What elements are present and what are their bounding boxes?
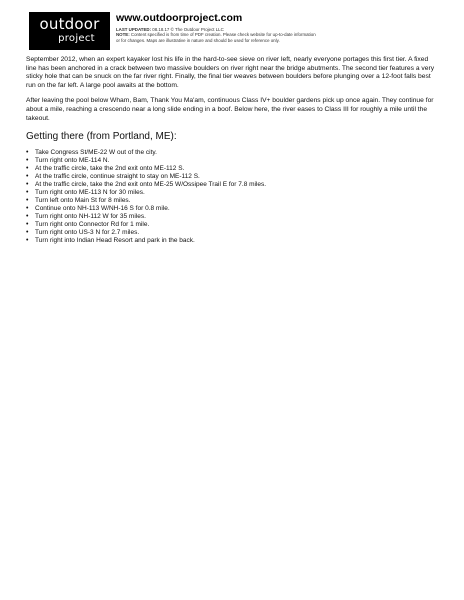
logo-text-project: project [58,33,95,44]
outdoor-project-logo[interactable] [29,12,110,50]
direction-step: • Turn right onto Connector Rd for 1 mile. [35,221,440,229]
direction-step: • Turn right onto ME-113 N for 30 miles. [35,189,440,197]
direction-step: • At the traffic circle, continue straight to stay on ME-112 S. [35,173,440,181]
description-paragraph-2: After leaving the pool below Wham, Bam, Thank You Ma'am, continuous Class IV+ boulder gardens pick up once again. They continue for about a mile, reaching a crescendo near a long slide ending in a boof. Below here, the river eases to Class III for roughly a mile until the takeout. [26,97,434,122]
description-paragraph-1: September 2012, when an expert kayaker lost his life in the hard-to-see sieve on river left, nearly everyone portages this first tier. A fixed line has been anchored in a crack between two massive boulders on river right near the bridge abutments. The second tier features a very sticky hole that can be snuck on the far river right. Finally, the final tier weaves between boulders before plunging over a 12-foot falls best run on the far left. A large pool awaits at the bottom. [26,56,435,89]
direction-step: • Turn left onto Main St for 8 miles. [35,197,440,205]
page-content [26,56,440,245]
direction-step: • Turn right onto NH-112 W for 35 miles. [35,213,440,221]
site-url-link[interactable]: www.outdoorproject.com [116,12,243,24]
direction-step: • Turn right onto ME-114 N. [35,157,440,165]
note-label: NOTE: [116,32,130,38]
note-line [116,32,316,43]
direction-step: • Continue onto NH-113 W/NH-16 S for 0.8 mile. [35,205,440,213]
last-updated-label: LAST UPDATED: [116,27,152,32]
logo-text-outdoor: outdoor [39,15,100,33]
last-updated-value: 08.18.17 © The Outdoor Project LLC [152,27,224,32]
direction-step: • At the traffic circle, take the 2nd exit onto ME-25 W/Ossipee Trail E for 7.8 miles. [35,181,440,189]
direction-step: • Turn right into Indian Head Resort and park in the back. [35,237,440,245]
directions-list [26,149,440,245]
note-text: Content specified is from time of PDF creation. Please check website for up-to-date information or for changes. Maps are illustrative in nature and should be used for reference only. [116,32,316,43]
pdf-meta-notice [116,27,316,43]
directions-heading: Getting there (from Portland, ME): [26,131,177,143]
page-header [29,12,439,56]
direction-step: • At the traffic circle, take the 2nd exit onto ME-112 S. [35,165,440,173]
direction-step: • Turn right onto US-3 N for 2.7 miles. [35,229,440,237]
direction-step: • Take Congress St/ME-22 W out of the city. [35,149,440,157]
